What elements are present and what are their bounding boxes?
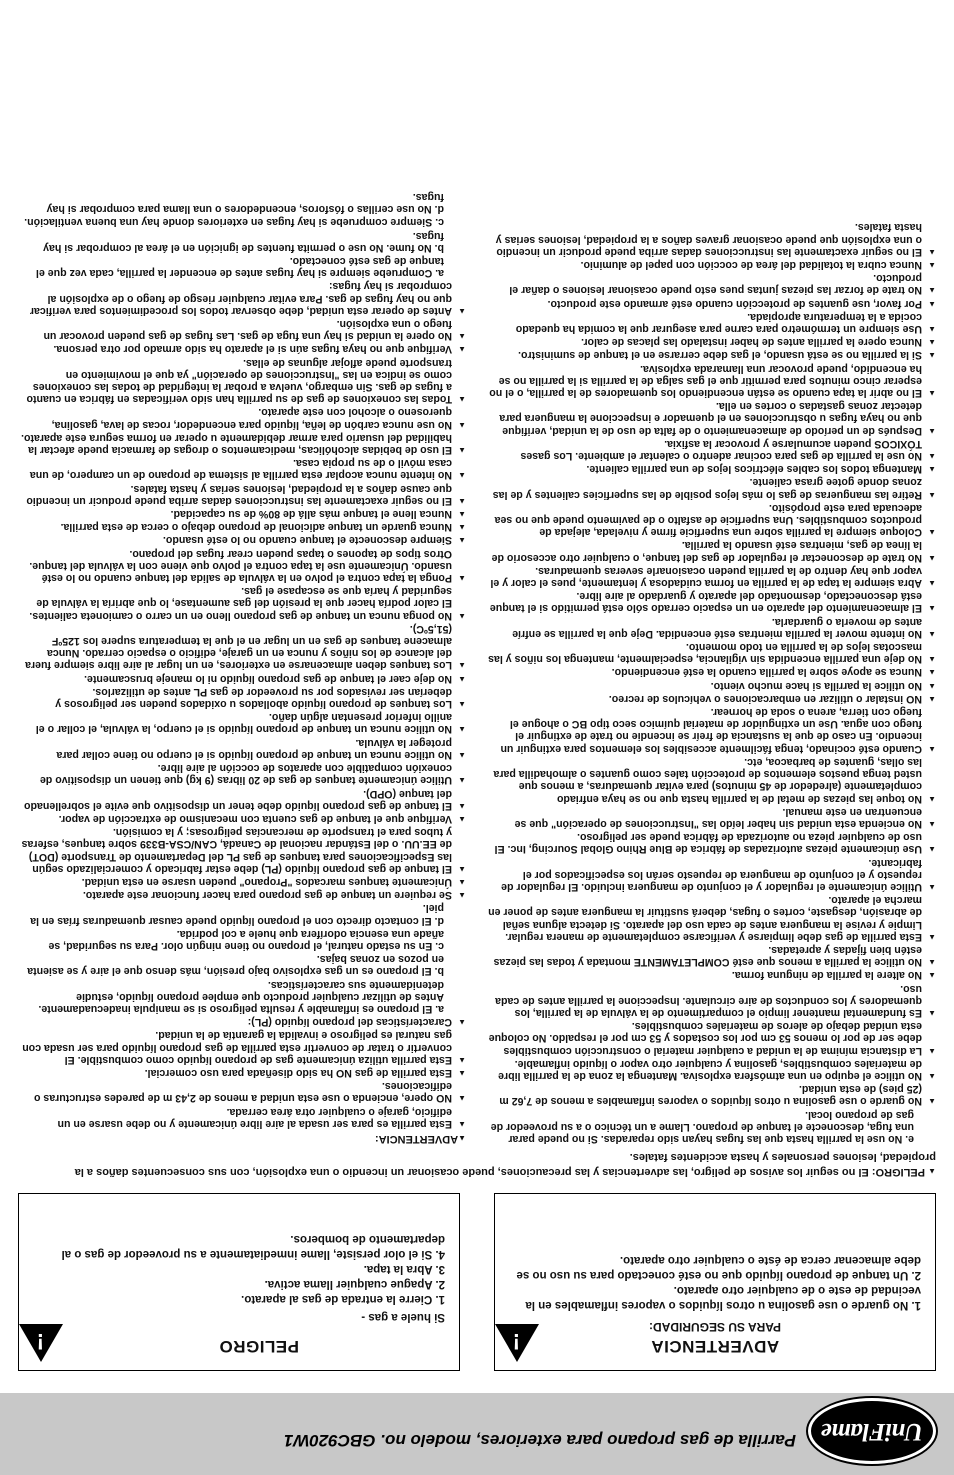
peligro-item: 4. Si el olor persiste, llame inmediatamente a su proveedor de gas o al departamento de bomberos. xyxy=(61,1233,445,1260)
warning-item: ▲ No encienda esta unidad sin haber leído las "Instrucciones de operación" que se encuentran en este manual. xyxy=(488,806,936,830)
warning-item: ▲ Por favor, use guantes de protección cuando esté armando este producto. xyxy=(488,297,936,309)
warning-item: c. Siempre compruebe si hay fugas en exteriores donde hay una buena ventilación. xyxy=(24,216,444,229)
warning-item: ▲ Únicamente tanques marcados "Propano" pueden usarse en esta unidad. xyxy=(18,876,466,888)
warning-item: ▲ Ponga la tapa contra el polvo en la válvula de salida del tanque cuando no lo esté usando. Únicamente use la tapa contra el polvo que viene con la válvula del tanque. Otros tipos de tapones o tapas pueden crear fugas del propano. xyxy=(18,547,466,584)
warning-item: ▲ Nunca guarde un tanque adicional de propano debajo o cerca de esta parrilla. xyxy=(18,521,466,533)
warning-item: ▲ No utilice nunca un tanque de propano líquido si el cuerpo, la válvula, el collar o el anillo inferior presentan algún daño. xyxy=(18,711,466,735)
warning-item: ▲ Todas las conexiones de gas de su parrilla han sido verificadas en fábrica en cuanto a fugas de gas. Sin embargo, vuelva a probar la integridad de todas las conexiones como se indica en las "Instrucciones de operación" ya que el movimiento en transporte puede aflojar algunas de ellas. xyxy=(18,356,466,405)
warning-item: ▲ El tanque de gas propano líquido (PL) debe estar fabricado y comercializado según las Especificaciones para tanques de gas PL del Departamento de Transporte (DOT) de EE.UU. o del Estándar nacional de Canadá, CAN/CSA-B339 sobre tanques, esferas y tubos para el transporte de mercancías peligrosas; y la comisión. xyxy=(18,826,466,875)
warning-item: ▲ Antes de operar esta unidad, debe observar todos los procedimientos para verificar que no hay fugas de gas. Para evitar cualquier riesgo de fuego o de explosión al comprobar si hay fugas: xyxy=(18,280,466,317)
warning-item: ▲ No guarde o use gasolina u otros líquidos o vapores inflamables a menos de 7,62 m (25 pies) de esta unidad. xyxy=(488,1083,936,1107)
right-column xyxy=(18,190,466,1145)
warning-item: ▲ NO opere, encienda o use esta unidad a menos de 2,43 m de paredes estructuras o edificaciones. xyxy=(18,1080,466,1104)
danger-note xyxy=(18,1150,936,1179)
warning-item: ▲ Coloque siempre la parrilla sobre una superficie firme y nivelada, alejada de productos combustibles. Una superficie de asfalto o de pavimento puede que no sea adecuada para este propósito. xyxy=(488,502,936,539)
warning-triangle-icon: ! xyxy=(495,1324,539,1362)
warning-item: ▲ Mantenga todos los cables eléctricos lejos de una parrilla caliente. xyxy=(488,463,936,475)
right-column-list xyxy=(18,191,466,1130)
warning-item: ▲ Esta parrilla utiliza únicamente gas de propano líquido como combustible. El convertir o tratar de convertir esta parrilla de gas propano líquido para ser usada con gas natural es peligroso e invalida la garantía de la unidad. xyxy=(18,1029,466,1066)
warning-item: ▲ Retire las mangueras de gas lo más lejos posible de las superficies calientes y de las zonas donde gotee grasa caliente. xyxy=(488,476,936,500)
warning-item: ▲ Use únicamente piezas autorizadas de fábrica de Blue Rhino Global Sourcing, Inc. El uso de cualquier pieza no autorizada de fábrica puede ser peligroso. xyxy=(488,831,936,855)
brand-logo-text: UniFlame xyxy=(821,1418,923,1445)
warning-item: ▲ No use la parrilla de gas para cocinar adentro o calentar el ambiente. Los gases TÓXICOS pueden acumularse y provocar la asfixia. xyxy=(488,438,936,462)
warning-item: ▲ Los tanques deben almacenarse en exteriores, en un lugar al aire libre siempre fuera del alcance de los niños y nunca en un garaje, edificio o espacio cerrado. Nunca almacene tanques de gas en un lugar en el que la temperatura supere los 125ºF (51,5ºC). xyxy=(18,623,466,672)
danger-note-text: PELIGRO: El no seguir los avisos de peligro, las advertencias y las precauciones, puede ocasionar un incendio o una explosión, con sus consecuentes daños a la propiedad, lesiones personales y hasta accidentes fatales. xyxy=(74,1151,936,1178)
warning-item: ▲ No trate de forzar las piezas juntas pues esto puede ocasionar lesiones o dañar el producto. xyxy=(488,272,936,296)
warning-item: ▲ No opere la unidad si hay una fuga de gas. Las fugas de gas pueden provocar un fuego o una explosión. xyxy=(18,318,466,342)
warning-item: a. Compruebe siempre si hay fugas antes de encender la parrilla, cada vez que el tanque de gas esté conectado. xyxy=(35,254,444,280)
warning-item: b. No fume. No use o permita fuentes de ignición en el área al comprobar si hay fugas. xyxy=(43,229,444,254)
warning-item: ▲ El no seguir exactamente las instrucciones dadas arriba puede producir un incendio que cause daños a la propiedad, lesiones serias y hasta fatales. xyxy=(18,482,466,506)
warning-item: ▲ Nunca se apoye sobre la parrilla cuando la esté encendiendo. xyxy=(488,666,936,678)
left-column xyxy=(488,220,936,1145)
warning-item: ▲ Utilice únicamente tanques de gas de 20 libras (9 kg) que tienen un dispositivo de conexión compatible con aparatos de cocción al aire libre. xyxy=(18,762,466,786)
warning-item: ▲ No altere la parrilla de ninguna forma. xyxy=(488,969,936,981)
warning-item: ▲ La distancia mínima de la unidad a cualquier material o construcción combustibles debe ser de por lo menos 53 cm por los costados y 53 cm por el respaldo. No coloque esta unidad debajo de aleros de materiales combustibles. xyxy=(488,1020,936,1057)
warning-item: ▲ El no abrir la tapa cuando se están encendiendo los quemadores de la parrilla, o el no esperar cinco minutos para permitir que el gas salga de la parrilla si la parrilla no se ha encendido, puede provocar una llamarada explosiva. xyxy=(488,362,936,399)
warning-item: a. El propano es inflamable y resulta peligroso si se manipula inadecuadamente. Antes de utilizar cualquier producto que emplee propano líquido, estudie detenidamente sus características. xyxy=(38,978,444,1015)
warning-item: ▲ El no seguir exactamente las instrucciones dadas arriba puede producir un incendio o una explosión que puede ocasionar graves daños a la propiedad, lesiones serias y hasta fatales. xyxy=(488,221,936,258)
warning-item: c. En su estado natural, el propano no tiene ningún olor. Para su seguridad, se añade una esencia odorífera que huele a col podrida. xyxy=(48,927,444,952)
peligro-box-title: PELIGRO xyxy=(218,1337,299,1356)
warning-item: ▲ Verifique que el tanque de gas cuenta con mecanismo de extracción de vapor. xyxy=(18,813,466,825)
warning-item: b. El propano es un gas explosivo bajo presión, más denso que el aire y se asienta en pozos en zonas bajas. xyxy=(27,953,444,978)
header-bar xyxy=(0,1393,954,1475)
warning-item: ▲ Verifique que no haya fugas aún si el aparato ha sido armado por otra persona. xyxy=(18,343,466,355)
warning-item: ▲ Si la parrilla no se está usando, el gas debe cerrarse en el tanque de suministro. xyxy=(488,349,936,361)
warning-item: ▲ Nunca cubra la totalidad del área de cocción con papel de aluminio. xyxy=(488,259,936,271)
warning-item: ▲ Características del propano líquido (PL): xyxy=(18,1016,466,1028)
warning-item: ▲ Se requiere un tanque de gas propano para hacer funcionar este aparato. xyxy=(18,889,466,901)
warning-item: ▲ Después de un período de almacenamiento o de falta de uso de la unidad, verifique que no haya fugas u obstrucciones en el quemador e inspeccione la manguera para detectar zonas gastadas o cortes en ella. xyxy=(488,400,936,437)
warning-item: ▲ Esta parrilla de gas debe limpiarse y verificarse completamente de manera regular. Limpie y revise la manguera antes de cada uso del aparato. Si detecta alguna señal de abrasión, desgaste, cortes o fugas, deberá sustituir la manguera antes de poner en marcha el aparato. xyxy=(488,894,936,943)
warning-item: ▲ No ponga nunca un tanque de gas propano lleno en un carro o camioneta calientes. El calor podría hacer que la presión del gas aumentase, lo que abriría la válvula de seguridad y haría que se escapase el gas. xyxy=(18,585,466,622)
warning-item: ▲ Cuando esté cocinado, tenga fácilmente accesibles los elementos para extinguir un incendio. En caso de que la sustancia de freír se incendie no trate de extinguir el fuego con agua. Use un extinguidor de material químico seco tipo BC o ahogue el fuego con tierra, arena o soda de hornear. xyxy=(488,706,936,755)
advertencia-box-body xyxy=(509,1252,921,1312)
warning-item: ▲ Es fundamental mantener limpio el compartimento de la válvula de la parrilla, los quemadores y los conductos de aire circulante. Inspeccione la parrilla antes de cada uso. xyxy=(488,982,936,1019)
warning-item: ▲ Use siempre un termómetro para carne para asegurar que la comida ha quedado cocida a la temperatura apropiada. xyxy=(488,311,936,335)
header-title: Parrilla de gas propano para exteriores, modelo no. GBC920W1 xyxy=(283,1431,796,1450)
warning-item: ▲ No deje una parrilla encendida sin vigilancia, especialmente, mantenga los niños y las mascotas lejos de la parrilla en todo momento. xyxy=(488,641,936,665)
advertencia-item: 1. No guarde o use gasolina u otros líquidos o vapores inflamables en la vecindad de este o de cualquier otro aparato. xyxy=(525,1284,921,1311)
peligro-box xyxy=(18,1193,460,1371)
text-columns xyxy=(18,20,936,1145)
warning-item: ▲ No utilice el equipo en una atmósfera explosiva. Mantenga la zona de la parrilla libre de materiales combustibles, gasolina y cualquier otro vapor o líquido inflamable. xyxy=(488,1058,936,1082)
warning-item: ▲ No toque las piezas de metal de la parrilla hasta que no se haya enfriado completamente (alrededor de 45 minutos) para evitar quemaduras, a menos que usted tenga puestos elementos de protección tales como guantes o almohadilla para las ollas, guantes de barbacoa, etc. xyxy=(488,756,936,805)
warning-item: ▲ No utilice la parrilla si hace mucho viento. xyxy=(488,679,936,691)
warning-triangle-icon: ! xyxy=(19,1324,63,1362)
advertencia-item: 2. Un tanque de propano líquido que no esté conectado para su uso no se debe almacenar cerca de éste o cualquier otro aparato. xyxy=(516,1254,921,1281)
warning-item: ▲ Nunca opere la parrilla antes de haber instalado las placas de calor. xyxy=(488,336,936,348)
warning-item: ▲ No intente mover la parrilla mientras esté encendida. Deje que la parrilla se enfríe antes de moverla o guardarla. xyxy=(488,615,936,639)
warning-item: ▲ NO instalar o utilizar en embarcaciones o vehículos de recreo. xyxy=(488,693,936,705)
peligro-item: 2. Apague cualquier llama activa. xyxy=(264,1278,445,1290)
warning-item: e. No use la parrilla hasta que las fugas hayan sido reparadas. Si no puede parar una fuga, desconecte el tanque de propano. Llame a un técnico o a su proveedor de gas de propano local. xyxy=(490,1108,914,1145)
right-column-heading: ▲ ADVERTENCIA: xyxy=(18,1132,466,1145)
warning-item: ▲ No utilice nunca un tanque de propano líquido si el cuerpo no tiene collar para proteger la válvula. xyxy=(18,737,466,761)
warning-item: ▲ Esta parrilla de gas NO ha sido diseñada para uso comercial. xyxy=(18,1067,466,1079)
advertencia-box-subtitle: PARA SU SEGURIDAD: xyxy=(649,1320,782,1334)
warning-item: ▲ El uso de bebidas alcohólicas, medicamentos o drogas de farmacia puede afectar la habilidad del usuario para armar debidamente u operar en forma segura este aparato. xyxy=(18,432,466,456)
warning-item: ▲ Esta parrilla es para ser usada al aire libre únicamente y no debe usarse en un edificio, garaje o cualquier otra área cerrada. xyxy=(18,1105,466,1129)
warning-item: d. El contacto directo con el propano líquido puede causar quemaduras frías en la piel. xyxy=(30,902,444,927)
peligro-box-body xyxy=(33,1231,445,1324)
warning-item: ▲ Utilice únicamente el regulador y el conjunto de manguera incluido. El regulador de repuesto y el conjunto de manguera de repuesto serán los especificados por el fabricante. xyxy=(488,856,936,893)
warning-item: ▲ Nunca llene el tanque más allá de 80% de su capacidad. xyxy=(18,508,466,520)
warning-item: ▲ El tanque de gas propano líquido debe tener un dispositivo que evite el sobrellenado del tanque (OPD). xyxy=(18,787,466,811)
brand-logo xyxy=(808,1398,936,1464)
warning-item: ▲ No trate de desconectar el regulador de gas del tanque, o cualquier otro accesorio de la línea de gas, mientras esté usando la parrilla. xyxy=(488,539,936,563)
warning-item: ▲ No deje caer el tanque de gas propano líquido ni lo maneje bruscamente. xyxy=(18,672,466,684)
peligro-item: 3. Abra la tapa. xyxy=(363,1263,445,1275)
warning-item: ▲ No utilice la parrilla a menos que esté COMPLETAMENTE montada y todas las piezas estén bien fijadas y apretadas. xyxy=(488,944,936,968)
warning-triangle-icon: ▲ xyxy=(928,1167,936,1176)
warning-item: ▲ Los tanques de propano líquido abollados u oxidados pueden ser peligrosos y deberían ser revisados por su proveedor de gas PL antes de utilizarlos. xyxy=(18,686,466,710)
advertencia-box xyxy=(494,1193,936,1371)
advertencia-box-title: ADVERTENCIA xyxy=(650,1337,780,1356)
peligro-intro: Si huele a gas - xyxy=(361,1311,445,1323)
warning-item: ▲ No intente nunca acoplar esta parrilla al sistema de propano de un campero, de una casa móvil o de su propia casa. xyxy=(18,457,466,481)
warning-item: ▲ Abra siempre la tapa de la parrilla en forma cuidadosa y lentamente, pues el calor y el vapor que hay dentro de la parrilla pueden ocasionarle severas quemaduras. xyxy=(488,565,936,589)
left-column-list xyxy=(488,221,936,1145)
warning-item: d. No use cerillas o fósforos, encendedores o una llama para comprobar si hay fugas. xyxy=(46,190,444,216)
warning-item: ▲ El almacenamiento del aparato en un espacio cerrado sólo está permitido si el tanque está desconectado, desmontado del aparato y guardado al aire libre. xyxy=(488,590,936,614)
peligro-item: 1. Cierre la entrada de gas al aparato. xyxy=(241,1293,445,1305)
warning-item: ▲ Siempre desconecte el tanque cuando no lo esté usando. xyxy=(18,534,466,546)
warning-item: ▲ No use nunca carbón de leña, líquido para encendedor, rocas de lava, gasolina, queroseno o alcohol con este aparato. xyxy=(18,406,466,430)
